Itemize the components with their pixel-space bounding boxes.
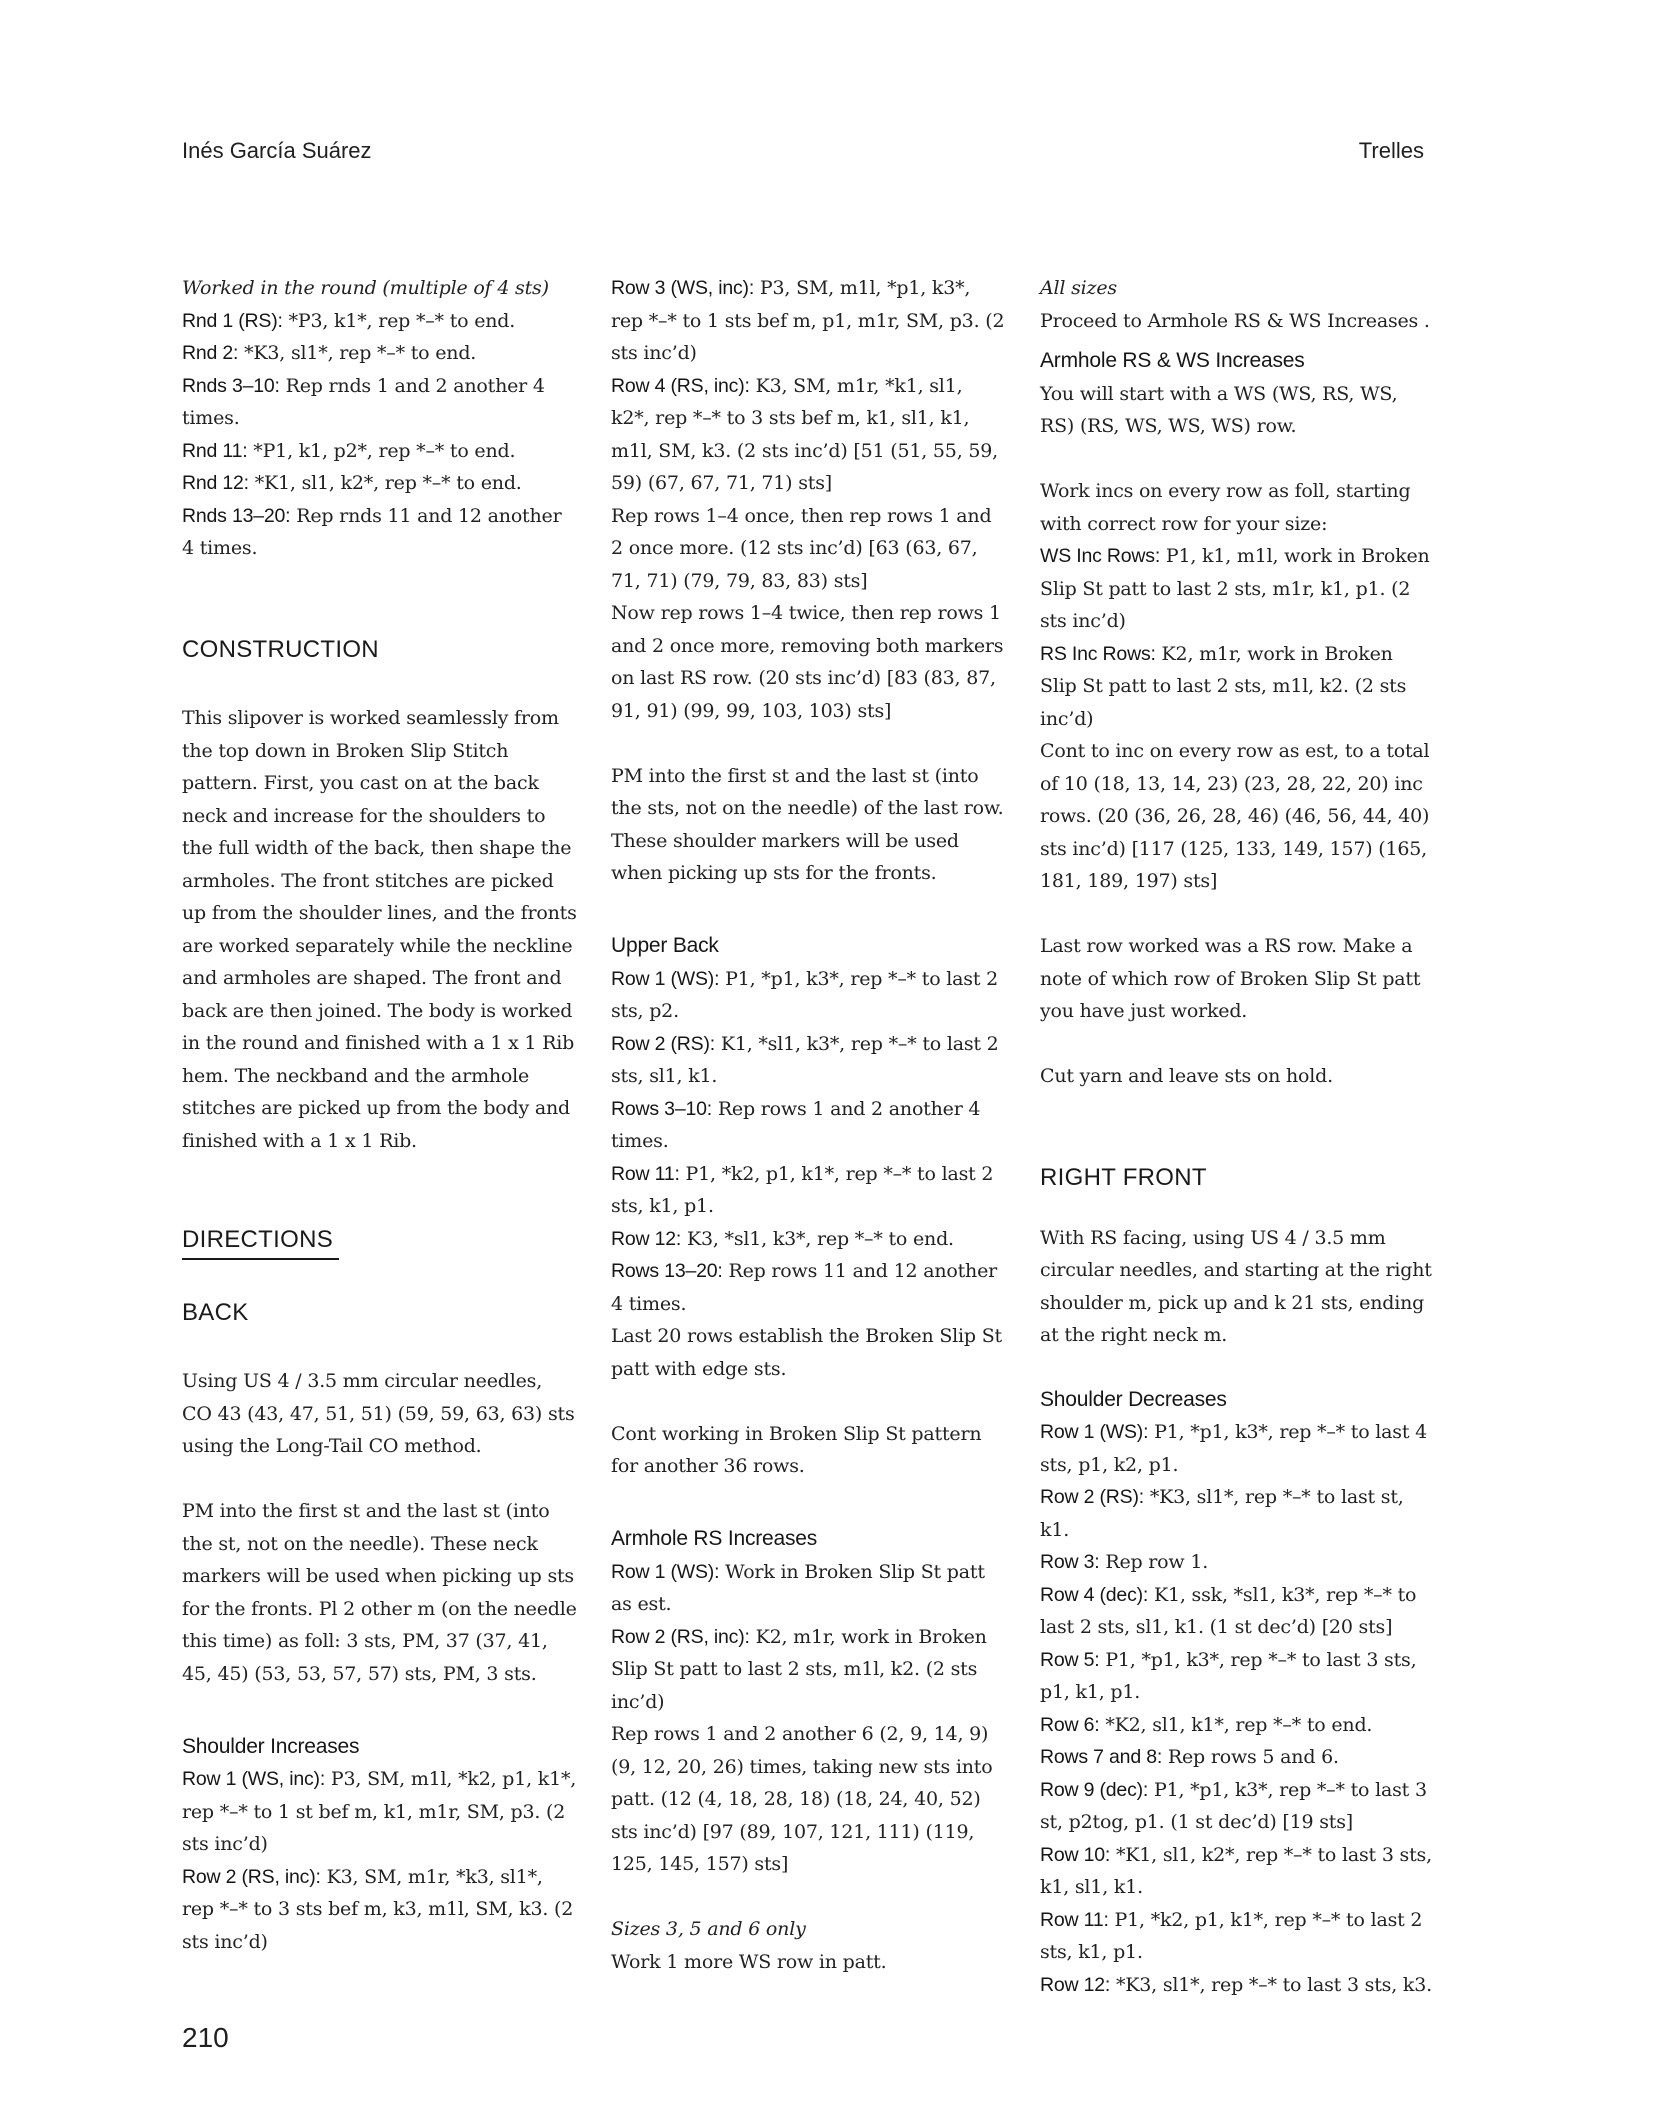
row-text: K1, ssk, *sl1, k3*, rep *–* to last 2 sts, sl1, k1. (1 st dec’d) [20 sts]: [1040, 1583, 1417, 1638]
last-row-note: Last row worked was a RS row. Make a note of which row of Broken Slip St patt you have just worked.: [1040, 935, 1421, 1022]
row-label: Row 2 (RS, inc):: [182, 1865, 321, 1888]
row-text: Rep rows 1 and 2 another 4 times.: [611, 1097, 981, 1152]
row-label: Row 5:: [1040, 1648, 1100, 1671]
shoulder-dec-row-9: [1040, 1774, 1435, 1839]
row-text: Rep rows 5 and 6.: [1162, 1746, 1339, 1768]
rnds-3-10: [182, 370, 577, 435]
row-text: Rep rnds 1 and 2 another 4 times.: [182, 374, 545, 429]
armhole-inc-repeat: Rep rows 1 and 2 another 6 (2, 9, 14, 9) (9, 12, 20, 26) times, taking new sts into patt. (12 (4, 18, 28, 18) (18, 24, 40, 52) sts inc’d) [97 (89, 107, 121, 111) (119, 125, 145, 157) sts]: [611, 1723, 993, 1875]
construction-heading: CONSTRUCTION: [182, 635, 379, 663]
row-label: Row 3:: [1040, 1551, 1100, 1573]
row-label: Rnds 3–10:: [182, 374, 280, 397]
row-label: Rnd 1 (RS):: [182, 309, 283, 332]
row-text: P1, *k2, p1, k1*, rep *–* to last 2 sts, k1, p1.: [611, 1162, 994, 1217]
shoulder-dec-row-1: [1040, 1416, 1435, 1481]
row-text: *K3, sl1*, rep *–* to last 3 sts, k3.: [1110, 1973, 1432, 1996]
row-text: P1, k1, m1l, work in Broken Slip St patt to last 2 sts, m1r, k1, p1. (2 sts inc’d): [1040, 545, 1430, 632]
row-text: K3, SM, m1r, *k1, sl1, k2*, rep *–* to 3 sts bef m, k1, sl1, k1, m1l, SM, k3. (2 sts inc’d) [51 (51, 55, 59, 59) (67, 67, 71, 71) sts]: [611, 374, 998, 494]
row-label: Row 3 (WS, inc):: [611, 277, 755, 299]
row-text: *K1, sl1, k2*, rep *–* to last 3 sts, k1, sl1, k1.: [1040, 1843, 1432, 1898]
row-label: Row 1 (WS, inc):: [182, 1768, 326, 1790]
sizes-instruction: Work 1 more WS row in patt.: [611, 1950, 887, 1973]
back-markers: PM into the first st and the last st (into the st, not on the needle). These neck markers will be used when picking up sts for the fronts. Pl 2 other m (on the needle this time) as foll: 3 sts, PM, 37 (37, 41, 45, 45) (53, 53, 57, 57) sts, PM, 3 sts.: [182, 1500, 577, 1685]
shoulder-dec-row-3: [1040, 1546, 1435, 1579]
continue-increases: Cont to inc on every row as est, to a total of 10 (18, 13, 14, 23) (23, 28, 22, 20) inc rows. (20 (36, 26, 28, 46) (46, 56, 44, 40) sts inc’d) [117 (125, 133, 149, 157) (165, 181, 189, 197) sts]: [1040, 740, 1430, 892]
shoulder-markers: PM into the first st and the last st (into the sts, not on the needle) of the last row. These shoulder markers will be used when picking up sts for the fronts.: [611, 764, 1004, 884]
row-label: Rows 3–10:: [611, 1097, 712, 1120]
row-label: Row 2 (RS):: [611, 1032, 715, 1055]
ws-inc-rows: [1040, 540, 1435, 638]
row-label: Rows 13–20:: [611, 1260, 723, 1282]
right-front-pickup: With RS facing, using US 4 / 3.5 mm circular needles, and starting at the right shoulder m, pick up and k 21 sts, ending at the right neck m.: [1040, 1226, 1432, 1346]
row-text: K2, m1r, work in Broken Slip St patt to last 2 sts, m1l, k2. (2 sts inc’d): [1040, 642, 1407, 730]
upper-back-row-12: [611, 1223, 1006, 1256]
all-sizes-note: All sizes: [1040, 277, 1117, 299]
rnd-12: [182, 467, 577, 500]
sizes-note: Sizes 3, 5 and 6 only: [611, 1918, 806, 1940]
row-text: *K3, sl1*, rep *–* to end.: [238, 342, 477, 364]
row-label: Row 4 (dec):: [1040, 1583, 1149, 1606]
running-header-title: Trelles: [1358, 138, 1424, 163]
row-text: *K1, sl1, k2*, rep *–* to end.: [248, 472, 522, 494]
continue-pattern: Cont working in Broken Slip St pattern for another 36 rows.: [611, 1422, 982, 1477]
row-label: Row 2 (RS, inc):: [611, 1625, 750, 1648]
row-label: Rnd 11:: [182, 439, 248, 462]
back-cast-on: Using US 4 / 3.5 mm circular needles, CO 43 (43, 47, 51, 51) (59, 59, 63, 63) sts using the Long-Tail CO method.: [182, 1370, 575, 1457]
shoulder-inc-repeat-1: Rep rows 1–4 once, then rep rows 1 and 2 once more. (12 sts inc’d) [63 (63, 67, 71, 71) (79, 79, 83, 83) sts]: [611, 504, 992, 592]
row-text: Work in Broken Slip St patt as est.: [611, 1560, 985, 1615]
cut-yarn-note: Cut yarn and leave sts on hold.: [1040, 1065, 1333, 1087]
row-text: *K2, sl1, k1*, rep *–* to end.: [1099, 1713, 1373, 1736]
row-label: Row 2 (RS):: [1040, 1486, 1144, 1508]
row-text: P1, *p1, k3*, rep *–* to last 3 st, p2tog, p1. (1 st dec’d) [19 sts]: [1040, 1778, 1427, 1833]
row-label: Row 1 (WS):: [1040, 1421, 1149, 1443]
shoulder-dec-row-12: [1040, 1969, 1435, 2002]
column-1: [182, 272, 577, 1958]
row-label: Rows 7 and 8:: [1040, 1746, 1163, 1768]
upper-back-rows-13-20: [611, 1255, 1006, 1320]
rnds-13-20: [182, 500, 577, 565]
row-text: P1, *k2, p1, k1*, rep *–* to last 2 sts, k1, p1.: [1040, 1908, 1423, 1963]
armhole-inc-row-1: [611, 1556, 1006, 1621]
row-label: Row 12:: [611, 1227, 682, 1250]
row-text: P1, *p1, k3*, rep *–* to last 3 sts, p1, k1, p1.: [1040, 1648, 1417, 1703]
row-text: Rep rnds 11 and 12 another 4 times.: [182, 504, 562, 559]
row-label: WS Inc Rows:: [1040, 545, 1161, 567]
armhole-rs-increases-heading: Armhole RS Increases: [611, 1527, 818, 1550]
row-text: Rep rows 11 and 12 another 4 times.: [611, 1260, 997, 1315]
row-label: RS Inc Rows:: [1040, 642, 1156, 665]
armhole-rs-ws-increases-heading: Armhole RS & WS Increases: [1040, 349, 1305, 372]
row-text: K3, SM, m1r, *k3, sl1*, rep *–* to 3 sts bef m, k3, m1l, SM, k3. (2 sts inc’d): [182, 1865, 574, 1953]
shoulder-dec-rows-7-8: [1040, 1741, 1435, 1774]
row-label: Row 1 (WS):: [611, 967, 720, 990]
upper-back-summary: Last 20 rows establish the Broken Slip St patt with edge sts.: [611, 1325, 1002, 1380]
construction-text: This slipover is worked seamlessly from the top down in Broken Slip Stitch pattern. First, you cast on at the back neck and increase for the shoulders to the full width of the back, then shape the armholes. The front stitches are picked up from the shoulder lines, and the fronts are worked separately while the neckline and armholes are shaped. The front and back are then joined. The body is worked in the round and finished with a 1 x 1 Rib hem. The neckband and the armhole stitches are picked up from the body and finished with a 1 x 1 Rib.: [182, 707, 577, 1152]
row-text: K1, *sl1, k3*, rep *–* to last 2 sts, sl1, k1.: [611, 1032, 999, 1087]
page-number: 210: [182, 2022, 229, 2053]
running-header-author: Inés García Suárez: [182, 138, 372, 163]
work-incs-note: Work incs on every row as foll, starting with correct row for your size:: [1040, 480, 1411, 535]
row-text: K3, *sl1, k3*, rep *–* to end.: [681, 1227, 954, 1250]
row-text: P1, *p1, k3*, rep *–* to last 4 sts, p1, k2, p1.: [1040, 1421, 1428, 1476]
row-label: Row 9 (dec):: [1040, 1778, 1149, 1801]
row-label: Row 4 (RS, inc):: [611, 374, 750, 397]
upper-back-row-2: [611, 1028, 1006, 1093]
upper-back-rows-3-10: [611, 1093, 1006, 1158]
rnd-11: [182, 435, 577, 468]
start-row-note: You will start with a WS (WS, RS, WS, RS) (RS, WS, WS, WS) row.: [1040, 382, 1398, 437]
shoulder-inc-row-2: [182, 1861, 577, 1959]
directions-heading: DIRECTIONS: [182, 1222, 339, 1260]
column-3: [1040, 272, 1435, 2001]
row-label: Rnd 2:: [182, 342, 239, 364]
row-label: Rnd 12:: [182, 472, 249, 494]
row-label: Row 6:: [1040, 1713, 1100, 1736]
back-heading: BACK: [182, 1298, 249, 1326]
shoulder-dec-row-5: [1040, 1644, 1435, 1709]
row-text: P3, SM, m1l, *k2, p1, k1*, rep *–* to 1 st bef m, k1, m1r, SM, p3. (2 sts inc’d): [182, 1768, 577, 1855]
rs-inc-rows: [1040, 638, 1435, 736]
intro-note: Worked in the round (multiple of 4 sts): [182, 277, 549, 299]
proceed-instruction: Proceed to Armhole RS & WS Increases .: [1040, 309, 1430, 332]
row-label: Row 12:: [1040, 1973, 1111, 1996]
row-text: P3, SM, m1l, *p1, k3*, rep *–* to 1 sts bef m, p1, m1r, SM, p3. (2 sts inc’d): [611, 277, 1005, 364]
row-text: P1, *p1, k3*, rep *–* to last 2 sts, p2.: [611, 967, 999, 1022]
rnd-2: [182, 337, 577, 370]
row-label: Rnds 13–20:: [182, 504, 291, 527]
shoulder-dec-row-6: [1040, 1709, 1435, 1742]
upper-back-row-1: [611, 963, 1006, 1028]
shoulder-inc-row-3: [611, 272, 1006, 370]
row-label: Row 11:: [611, 1162, 680, 1185]
shoulder-dec-row-4: [1040, 1579, 1435, 1644]
shoulder-dec-row-2: [1040, 1481, 1435, 1546]
row-text: *P1, k1, p2*, rep *–* to end.: [247, 439, 516, 462]
shoulder-dec-row-10: [1040, 1839, 1435, 1904]
armhole-inc-row-2: [611, 1621, 1006, 1719]
row-label: Row 1 (WS):: [611, 1560, 720, 1583]
shoulder-dec-row-11: [1040, 1904, 1435, 1969]
shoulder-inc-repeat-2: Now rep rows 1–4 twice, then rep rows 1 and 2 once more, removing both markers on last RS row. (20 sts inc’d) [83 (83, 87, 91, 91) (99, 99, 103, 103) sts]: [611, 602, 1004, 722]
upper-back-heading: Upper Back: [611, 934, 719, 957]
upper-back-row-11: [611, 1158, 1006, 1223]
row-text: K2, m1r, work in Broken Slip St patt to last 2 sts, m1l, k2. (2 sts inc’d): [611, 1625, 987, 1713]
shoulder-inc-row-1: [182, 1763, 577, 1861]
row-label: Row 11:: [1040, 1908, 1109, 1931]
shoulder-inc-row-4: [611, 370, 1006, 500]
row-label: Row 10:: [1040, 1843, 1111, 1866]
row-text: Rep row 1.: [1099, 1551, 1209, 1573]
row-text: *K3, sl1*, rep *–* to last st, k1.: [1040, 1486, 1404, 1541]
column-2: [611, 272, 1006, 1978]
row-text: *P3, k1*, rep *–* to end.: [282, 309, 516, 332]
rnd-1: [182, 305, 577, 338]
right-front-heading: RIGHT FRONT: [1040, 1163, 1207, 1191]
shoulder-decreases-heading: Shoulder Decreases: [1040, 1387, 1227, 1411]
shoulder-increases-heading: Shoulder Increases: [182, 1734, 360, 1758]
